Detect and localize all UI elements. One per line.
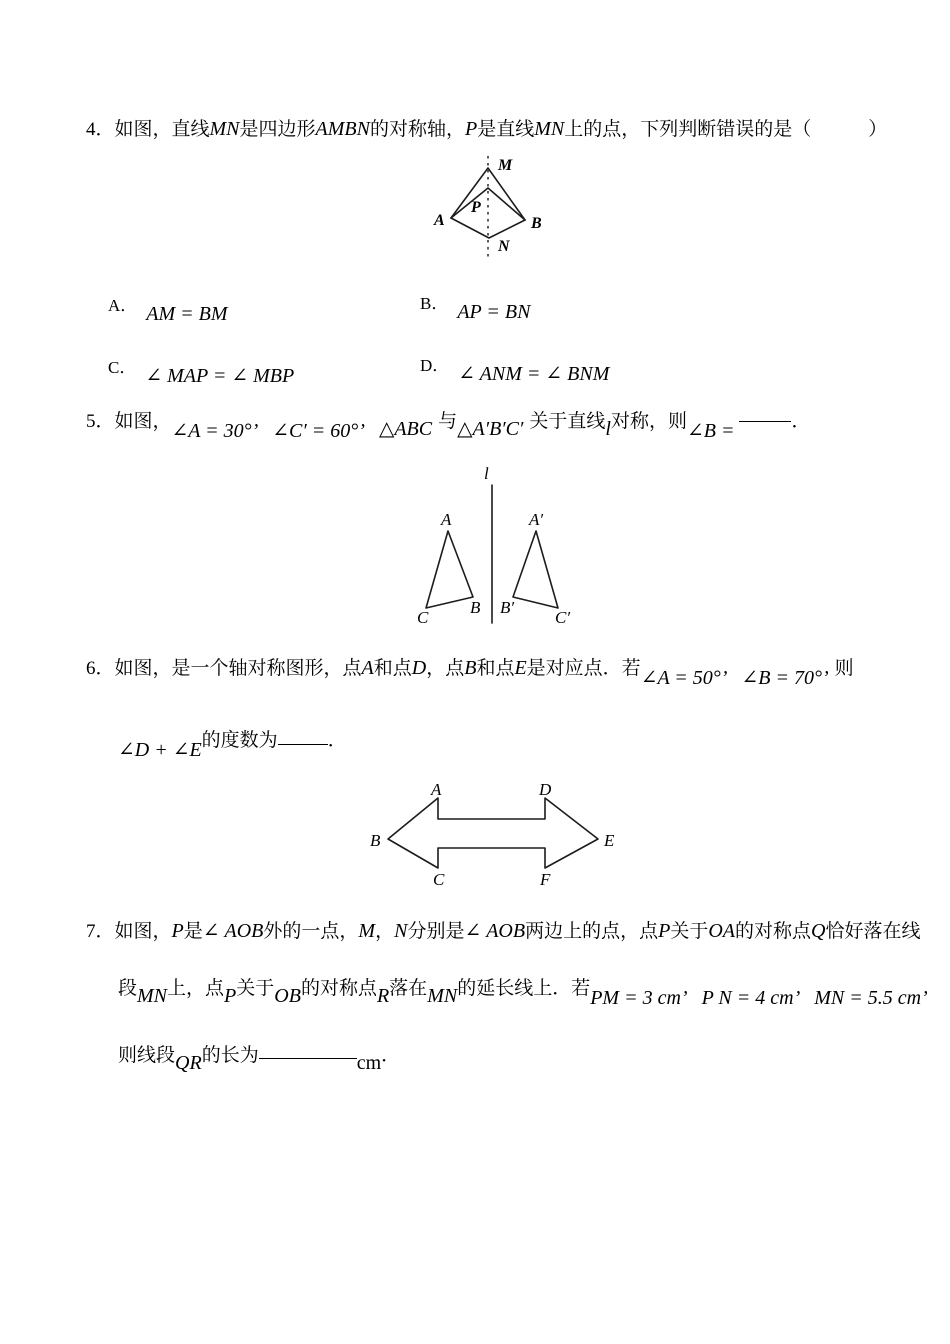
- q7-math-aob2: ∠ AOB: [464, 920, 526, 942]
- q7-text: 是: [183, 921, 203, 942]
- q6-text: 和点: [476, 658, 515, 679]
- q7-text: 的延长线上．若: [457, 978, 591, 999]
- q7-text: 的对称点: [300, 978, 377, 999]
- q6-text: ，点: [426, 658, 465, 679]
- q7-math-OA: OA: [708, 920, 736, 942]
- q4-label-N: N: [498, 238, 510, 255]
- q5-answer-blank: [739, 421, 791, 422]
- q6-math-A: A: [361, 657, 374, 679]
- q4-option-d-formula: ∠ ANM = ∠ BNM: [458, 363, 610, 385]
- question-4-stem: [86, 116, 887, 143]
- q5-triangle-A2B2C2: [513, 531, 558, 608]
- q5-triangle-ABC: [426, 531, 473, 608]
- q5-text: ．: [791, 411, 811, 432]
- q5-label-C: C: [417, 608, 429, 627]
- q7-text: 的长为: [201, 1045, 259, 1066]
- q4-math-ambn: AMBN: [315, 118, 370, 140]
- q6-label-B: B: [370, 831, 381, 850]
- q7-text: 分别是: [407, 921, 465, 942]
- q7-math-N: N: [394, 920, 408, 942]
- q7-unit-cm: cm: [356, 1052, 382, 1074]
- q5-text: 对称，则: [610, 411, 687, 432]
- q7-math-M: M: [358, 920, 376, 942]
- q7-math-MN3: MN = 5.5 cm’: [814, 987, 928, 1009]
- q7-text: 段: [118, 978, 138, 999]
- q7-text: ．: [381, 1045, 401, 1066]
- q4-text: 4．如图，直线: [86, 119, 210, 140]
- figure-q5-symmetric-triangles: [408, 465, 588, 635]
- q7-text: 两边上的点，点: [525, 921, 659, 942]
- q4-text: 上的点，下列判断错误的是（ ）: [564, 119, 888, 140]
- q7-math-PN: P N = 4 cm’: [701, 987, 801, 1009]
- q6-label-D: D: [539, 780, 552, 799]
- q6-text: 则: [834, 658, 854, 679]
- q7-math-OB: OB: [274, 985, 301, 1007]
- q7-text: 恰好落在线: [825, 921, 921, 942]
- q5-label-C2: C′: [555, 608, 571, 627]
- q6-text: ．: [327, 730, 347, 751]
- q6-text: 的度数为: [201, 730, 278, 751]
- q7-math-P2: P: [658, 920, 671, 942]
- q7-text: 则线段: [118, 1045, 176, 1066]
- q5-text: 关于直线: [529, 411, 606, 432]
- q4-math-mn1: MN: [209, 118, 240, 140]
- q5-math-triA2: △A′B′C′: [457, 418, 524, 440]
- q4-option-a: [108, 291, 228, 325]
- q5-math-triABC: △ABC: [378, 418, 433, 440]
- q4-option-c-formula: ∠ MAP = ∠ MBP: [145, 365, 295, 387]
- q7-math-PM: PM = 3 cm’: [590, 987, 688, 1009]
- q6-label-A: A: [431, 780, 442, 799]
- q4-math-p: P: [464, 118, 478, 140]
- q6-text: 6．如图，是一个轴对称图形，点: [86, 658, 362, 679]
- question-7-stem-line3: [118, 1042, 401, 1074]
- q6-math-B: B: [464, 657, 477, 679]
- q6-math-angB: ∠B = 70°’: [741, 667, 829, 689]
- q7-text: 关于: [670, 921, 709, 942]
- q4-option-c-label: C．: [108, 358, 137, 377]
- q6-label-F: F: [540, 870, 551, 889]
- q5-label-A: A: [441, 510, 452, 529]
- q7-text: 7．如图，: [86, 921, 172, 942]
- q6-answer-blank: [278, 744, 328, 745]
- q6-arrow-outline: [388, 798, 598, 868]
- figure-q4-kite: [425, 148, 565, 266]
- question-6-stem-line2: [118, 727, 347, 761]
- q7-text: ，: [375, 921, 395, 942]
- q7-math-R: R: [376, 985, 390, 1007]
- q7-text: 外的一点，: [263, 921, 359, 942]
- question-7-stem-line1: [86, 918, 921, 945]
- q4-text: 的对称轴，: [369, 119, 465, 140]
- q5-label-B: B: [470, 598, 481, 617]
- q7-math-MN2: MN: [427, 985, 458, 1007]
- question-5-stem: [86, 408, 811, 442]
- q4-option-a-formula: AM = BM: [146, 303, 228, 325]
- question-7-stem-line2: [118, 975, 928, 1009]
- q6-math-E: E: [514, 657, 527, 679]
- q4-option-d: [420, 351, 610, 385]
- q4-label-B: B: [531, 215, 542, 232]
- q4-text: 是四边形: [239, 119, 316, 140]
- q7-text: 关于: [236, 978, 275, 999]
- q6-label-E: E: [604, 831, 615, 850]
- q4-option-c: [108, 353, 295, 387]
- figure-q6-double-arrow: [370, 782, 620, 897]
- q5-math-angA: ∠A = 30°’: [171, 420, 259, 442]
- q4-math-mn2: MN: [534, 118, 565, 140]
- q4-option-a-label: A．: [108, 296, 138, 315]
- q5-math-angC: ∠C′ = 60°’: [272, 420, 365, 442]
- q5-math-l: l: [605, 418, 611, 440]
- q5-text: 5．如图，: [86, 411, 172, 432]
- q7-text: 上，点: [167, 978, 225, 999]
- q7-text: 落在: [389, 978, 428, 999]
- q4-option-b-formula: AP = BN: [457, 301, 531, 323]
- q6-math-D: D: [411, 657, 427, 679]
- q6-math-angDplusE: ∠D + ∠E: [118, 739, 202, 761]
- q6-text: 和点: [373, 658, 412, 679]
- q4-label-P: P: [471, 199, 481, 216]
- q4-label-A: A: [434, 212, 445, 229]
- q7-math-QR: QR: [175, 1052, 202, 1074]
- q6-label-C: C: [433, 870, 445, 889]
- q5-label-B2: B′: [500, 598, 515, 617]
- q7-math-Q: Q: [811, 920, 826, 942]
- q7-text: 的对称点: [735, 921, 812, 942]
- q4-option-d-label: D．: [420, 356, 450, 375]
- q5-text: 与: [438, 411, 458, 432]
- q5-label-A2: A′: [529, 510, 544, 529]
- q7-math-P3: P: [224, 985, 237, 1007]
- q4-option-b-label: B．: [420, 294, 449, 313]
- q4-option-b: [420, 289, 531, 323]
- q7-math-MN1: MN: [137, 985, 168, 1007]
- q6-text: 是对应点．若: [526, 658, 641, 679]
- q5-label-l: l: [484, 464, 489, 483]
- q4-text: 是直线: [477, 119, 535, 140]
- q6-math-angA: ∠A = 50°’: [640, 667, 728, 689]
- q4-label-M: M: [498, 157, 513, 174]
- q5-math-angB: ∠B =: [686, 420, 740, 442]
- question-6-stem-line1: [86, 655, 854, 689]
- q7-answer-blank: [259, 1058, 357, 1059]
- q7-math-aob1: ∠ AOB: [202, 920, 264, 942]
- q7-math-P1: P: [171, 920, 184, 942]
